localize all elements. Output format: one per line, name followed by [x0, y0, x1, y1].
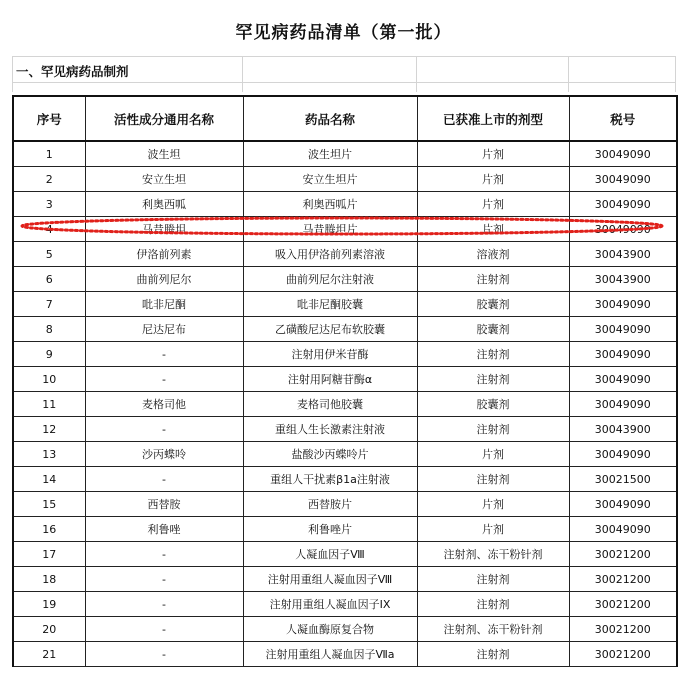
- grid-line: [12, 56, 676, 57]
- cell-serial-number: 7: [13, 292, 85, 317]
- cell-drug-name: 吡非尼酮胶囊: [243, 292, 417, 317]
- cell-drug-name: 注射用重组人凝血因子Ⅷ: [243, 567, 417, 592]
- rare-disease-drug-table: [12, 95, 678, 667]
- cell-drug-name: 安立生坦片: [243, 167, 417, 192]
- cell-serial-number: 3: [13, 192, 85, 217]
- cell-active-ingredient: -: [85, 642, 243, 667]
- table-row: [13, 141, 677, 167]
- cell-tax-code: 30049090: [569, 492, 677, 517]
- table-row: [13, 242, 677, 267]
- table-row: [13, 342, 677, 367]
- grid-line: [416, 56, 417, 92]
- header-active-ingredient: 活性成分通用名称: [85, 96, 243, 141]
- cell-drug-name: 麦格司他胶囊: [243, 392, 417, 417]
- cell-drug-name: 乙磺酸尼达尼布软胶囊: [243, 317, 417, 342]
- cell-drug-name: 注射用阿糖苷酶α: [243, 367, 417, 392]
- cell-dosage-form: 片剂: [417, 492, 569, 517]
- cell-tax-code: 30021200: [569, 542, 677, 567]
- cell-drug-name: 人凝血酶原复合物: [243, 617, 417, 642]
- cell-active-ingredient: 曲前列尼尔: [85, 267, 243, 292]
- cell-tax-code: 30049090: [569, 367, 677, 392]
- cell-drug-name: 利奥西呱片: [243, 192, 417, 217]
- cell-drug-name: 注射用重组人凝血因子IX: [243, 592, 417, 617]
- cell-serial-number: 15: [13, 492, 85, 517]
- cell-dosage-form: 胶囊剂: [417, 392, 569, 417]
- cell-drug-name: 盐酸沙丙蝶呤片: [243, 442, 417, 467]
- cell-serial-number: 9: [13, 342, 85, 367]
- table-row: [13, 542, 677, 567]
- header-tax-code: 税号: [569, 96, 677, 141]
- cell-drug-name: 马昔腾坦片: [243, 217, 417, 242]
- grid-line: [12, 56, 13, 92]
- red-dotted-ellipse-annotation: [20, 216, 664, 236]
- header-drug-name: 药品名称: [243, 96, 417, 141]
- cell-serial-number: 16: [13, 517, 85, 542]
- cell-dosage-form: 片剂: [417, 517, 569, 542]
- cell-active-ingredient: -: [85, 542, 243, 567]
- cell-active-ingredient: 西替胺: [85, 492, 243, 517]
- table-row: [13, 417, 677, 442]
- table-row: [13, 317, 677, 342]
- table-header-row: [13, 96, 677, 141]
- cell-tax-code: 30049090: [569, 442, 677, 467]
- cell-dosage-form: 片剂: [417, 217, 569, 242]
- grid-line: [242, 56, 243, 92]
- cell-serial-number: 4: [13, 217, 85, 242]
- cell-dosage-form: 注射剂: [417, 567, 569, 592]
- cell-active-ingredient: -: [85, 617, 243, 642]
- header-dosage-form: 已获准上市的剂型: [417, 96, 569, 141]
- table-row: [13, 167, 677, 192]
- cell-serial-number: 8: [13, 317, 85, 342]
- cell-dosage-form: 片剂: [417, 192, 569, 217]
- cell-active-ingredient: 尼达尼布: [85, 317, 243, 342]
- cell-serial-number: 19: [13, 592, 85, 617]
- table-row: [13, 442, 677, 467]
- cell-tax-code: 30021200: [569, 642, 677, 667]
- cell-dosage-form: 注射剂: [417, 592, 569, 617]
- cell-tax-code: 30021500: [569, 467, 677, 492]
- cell-serial-number: 14: [13, 467, 85, 492]
- cell-tax-code: 30049090: [569, 167, 677, 192]
- cell-serial-number: 21: [13, 642, 85, 667]
- cell-tax-code: 30049090: [569, 317, 677, 342]
- cell-tax-code: 30043900: [569, 267, 677, 292]
- cell-drug-name: 重组人干扰素β1a注射液: [243, 467, 417, 492]
- cell-dosage-form: 注射剂: [417, 367, 569, 392]
- cell-active-ingredient: -: [85, 417, 243, 442]
- cell-active-ingredient: 吡非尼酮: [85, 292, 243, 317]
- cell-dosage-form: 注射剂: [417, 467, 569, 492]
- cell-serial-number: 1: [13, 141, 85, 167]
- grid-line: [675, 56, 676, 92]
- cell-tax-code: 30049090: [569, 392, 677, 417]
- grid-line: [12, 82, 676, 83]
- cell-dosage-form: 胶囊剂: [417, 317, 569, 342]
- grid-line: [568, 56, 569, 92]
- cell-active-ingredient: -: [85, 592, 243, 617]
- cell-active-ingredient: 马昔腾坦: [85, 217, 243, 242]
- cell-active-ingredient: -: [85, 567, 243, 592]
- cell-drug-name: 吸入用伊洛前列素溶液: [243, 242, 417, 267]
- table-row: [13, 267, 677, 292]
- cell-active-ingredient: 波生坦: [85, 141, 243, 167]
- section-heading: 一、罕见病药品制剂: [16, 64, 129, 79]
- cell-serial-number: 6: [13, 267, 85, 292]
- cell-dosage-form: 注射剂: [417, 642, 569, 667]
- table-row: [13, 517, 677, 542]
- cell-drug-name: 注射用伊米苷酶: [243, 342, 417, 367]
- table-row: [13, 617, 677, 642]
- cell-drug-name: 注射用重组人凝血因子Ⅶa: [243, 642, 417, 667]
- cell-serial-number: 18: [13, 567, 85, 592]
- header-serial-number: 序号: [13, 96, 85, 141]
- cell-drug-name: 波生坦片: [243, 141, 417, 167]
- cell-drug-name: 重组人生长激素注射液: [243, 417, 417, 442]
- table-row: [13, 392, 677, 417]
- cell-serial-number: 11: [13, 392, 85, 417]
- cell-active-ingredient: 安立生坦: [85, 167, 243, 192]
- cell-tax-code: 30049090: [569, 192, 677, 217]
- cell-tax-code: 30049090: [569, 217, 677, 242]
- cell-serial-number: 5: [13, 242, 85, 267]
- cell-active-ingredient: 利奥西呱: [85, 192, 243, 217]
- cell-dosage-form: 溶液剂: [417, 242, 569, 267]
- cell-dosage-form: 注射剂、冻干粉针剂: [417, 542, 569, 567]
- cell-dosage-form: 片剂: [417, 141, 569, 167]
- cell-serial-number: 20: [13, 617, 85, 642]
- cell-active-ingredient: -: [85, 342, 243, 367]
- cell-dosage-form: 注射剂: [417, 267, 569, 292]
- cell-serial-number: 13: [13, 442, 85, 467]
- cell-dosage-form: 片剂: [417, 167, 569, 192]
- table-row: [13, 592, 677, 617]
- cell-serial-number: 12: [13, 417, 85, 442]
- cell-tax-code: 30021200: [569, 617, 677, 642]
- cell-tax-code: 30049090: [569, 517, 677, 542]
- cell-dosage-form: 注射剂、冻干粉针剂: [417, 617, 569, 642]
- cell-active-ingredient: 沙丙蝶呤: [85, 442, 243, 467]
- cell-dosage-form: 注射剂: [417, 417, 569, 442]
- table-row: [13, 467, 677, 492]
- cell-dosage-form: 胶囊剂: [417, 292, 569, 317]
- cell-tax-code: 30043900: [569, 417, 677, 442]
- cell-tax-code: 30049090: [569, 292, 677, 317]
- cell-serial-number: 17: [13, 542, 85, 567]
- cell-drug-name: 人凝血因子Ⅷ: [243, 542, 417, 567]
- table-row: [13, 192, 677, 217]
- table-row: [13, 642, 677, 667]
- table-row: [13, 367, 677, 392]
- cell-tax-code: 30021200: [569, 592, 677, 617]
- cell-serial-number: 10: [13, 367, 85, 392]
- table-row: [13, 292, 677, 317]
- table-row: [13, 492, 677, 517]
- cell-drug-name: 曲前列尼尔注射液: [243, 267, 417, 292]
- cell-dosage-form: 注射剂: [417, 342, 569, 367]
- cell-drug-name: 利鲁唑片: [243, 517, 417, 542]
- cell-tax-code: 30043900: [569, 242, 677, 267]
- table-row: [13, 567, 677, 592]
- cell-active-ingredient: -: [85, 467, 243, 492]
- cell-tax-code: 30049090: [569, 141, 677, 167]
- cell-dosage-form: 片剂: [417, 442, 569, 467]
- cell-tax-code: 30021200: [569, 567, 677, 592]
- cell-tax-code: 30049090: [569, 342, 677, 367]
- cell-active-ingredient: 麦格司他: [85, 392, 243, 417]
- cell-active-ingredient: 利鲁唑: [85, 517, 243, 542]
- cell-active-ingredient: 伊洛前列素: [85, 242, 243, 267]
- document-title: 罕见病药品清单（第一批）: [235, 23, 452, 43]
- cell-drug-name: 西替胺片: [243, 492, 417, 517]
- cell-serial-number: 2: [13, 167, 85, 192]
- cell-active-ingredient: -: [85, 367, 243, 392]
